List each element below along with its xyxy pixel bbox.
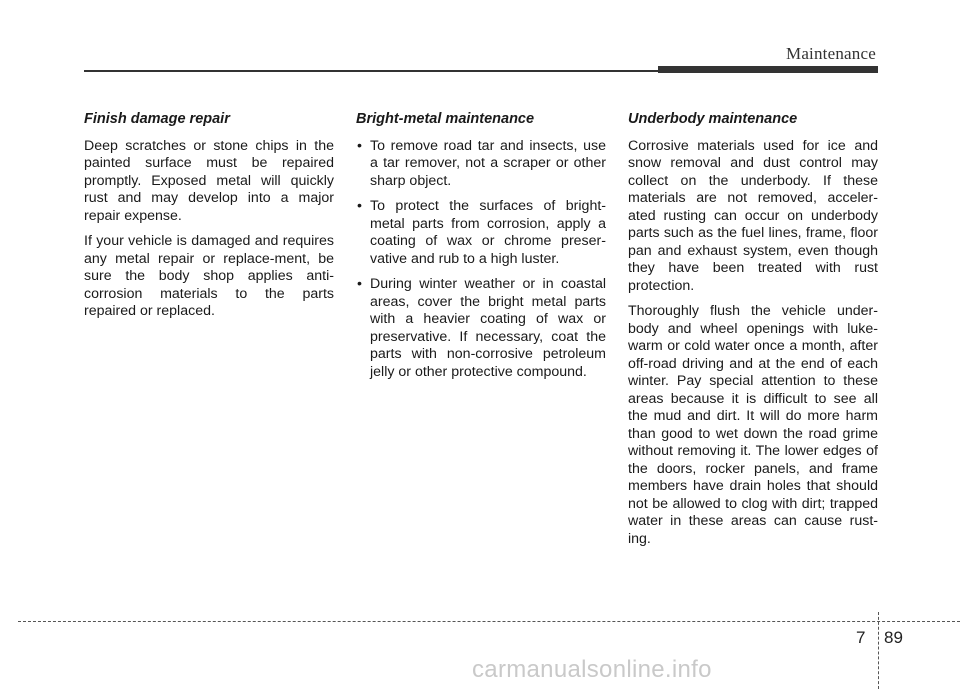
list-item-text: To remove road tar and insects, use a tar remover, not a scraper or other sharp object. xyxy=(370,137,606,189)
paragraph: Deep scratches or stone chips in the painted surface must be repaired promptly. Exposed metal will quickly rust and may develop into a major repair expense. xyxy=(84,137,334,224)
heading-finish-damage-repair: Finish damage repair xyxy=(84,111,230,127)
footer-vertical-divider xyxy=(878,612,879,689)
list-item-text: During winter weather or in coastal areas, cover the bright metal parts with a heavier coating of wax or preservative. If necessary, coat the parts with non-corrosive petroleum jelly or other protective compound. xyxy=(370,276,606,380)
bullet-icon: • xyxy=(357,276,362,292)
header-rule-thick xyxy=(658,66,878,73)
list-item xyxy=(356,138,606,191)
page-number: 89 xyxy=(884,628,903,647)
paragraph: Corrosive materials used for ice and snow removal and dust control may collect on the underbody. If these materials are not removed, acceler-ated rusting can occur on underbody parts such as the fuel lines, frame, floor pan and exhaust system, even though they have been treated with rust protection. xyxy=(628,137,878,294)
list-item xyxy=(356,198,606,268)
paragraph: If your vehicle is damaged and requires any metal repair or replace-ment, be sure the body shop applies anti-corrosion materials to the parts repaired or replaced. xyxy=(84,233,334,319)
bullet-icon: • xyxy=(357,198,362,214)
footer-dashed-rule xyxy=(18,621,960,622)
paragraph: Thoroughly flush the vehicle under-body and wheel openings with luke-warm or cold water once a month, after off-road driving and at the end of each winter. Pay special attention to these areas because it is difficult to see all the mud and dirt. It will do more harm than good to wet down the road grime without removing it. The lower edges of the doors, rocker panels, and frame members have drain holes that should not be allowed to clog with dirt; trapped water in these areas can cause rust-ing. xyxy=(628,303,878,547)
heading-bright-metal-maintenance: Bright-metal maintenance xyxy=(356,111,535,127)
list-item xyxy=(356,276,606,381)
column-bright-metal-maintenance xyxy=(356,111,606,389)
heading-underbody-maintenance: Underbody maintenance xyxy=(628,111,798,127)
header-rule-thin xyxy=(84,70,660,72)
column-underbody-maintenance xyxy=(628,111,878,556)
chapter-number: 7 xyxy=(856,628,866,647)
bullet-icon: • xyxy=(357,137,362,154)
column-finish-damage-repair xyxy=(84,111,334,329)
section-title: Maintenance xyxy=(786,44,876,63)
watermark: carmanualsonline.info xyxy=(472,656,712,683)
list-item-text: To protect the surfaces of bright-metal parts from corrosion, apply a coating of wax or chrome preser-vative and rub to a high luster. xyxy=(370,198,606,267)
bullet-list xyxy=(356,138,606,382)
